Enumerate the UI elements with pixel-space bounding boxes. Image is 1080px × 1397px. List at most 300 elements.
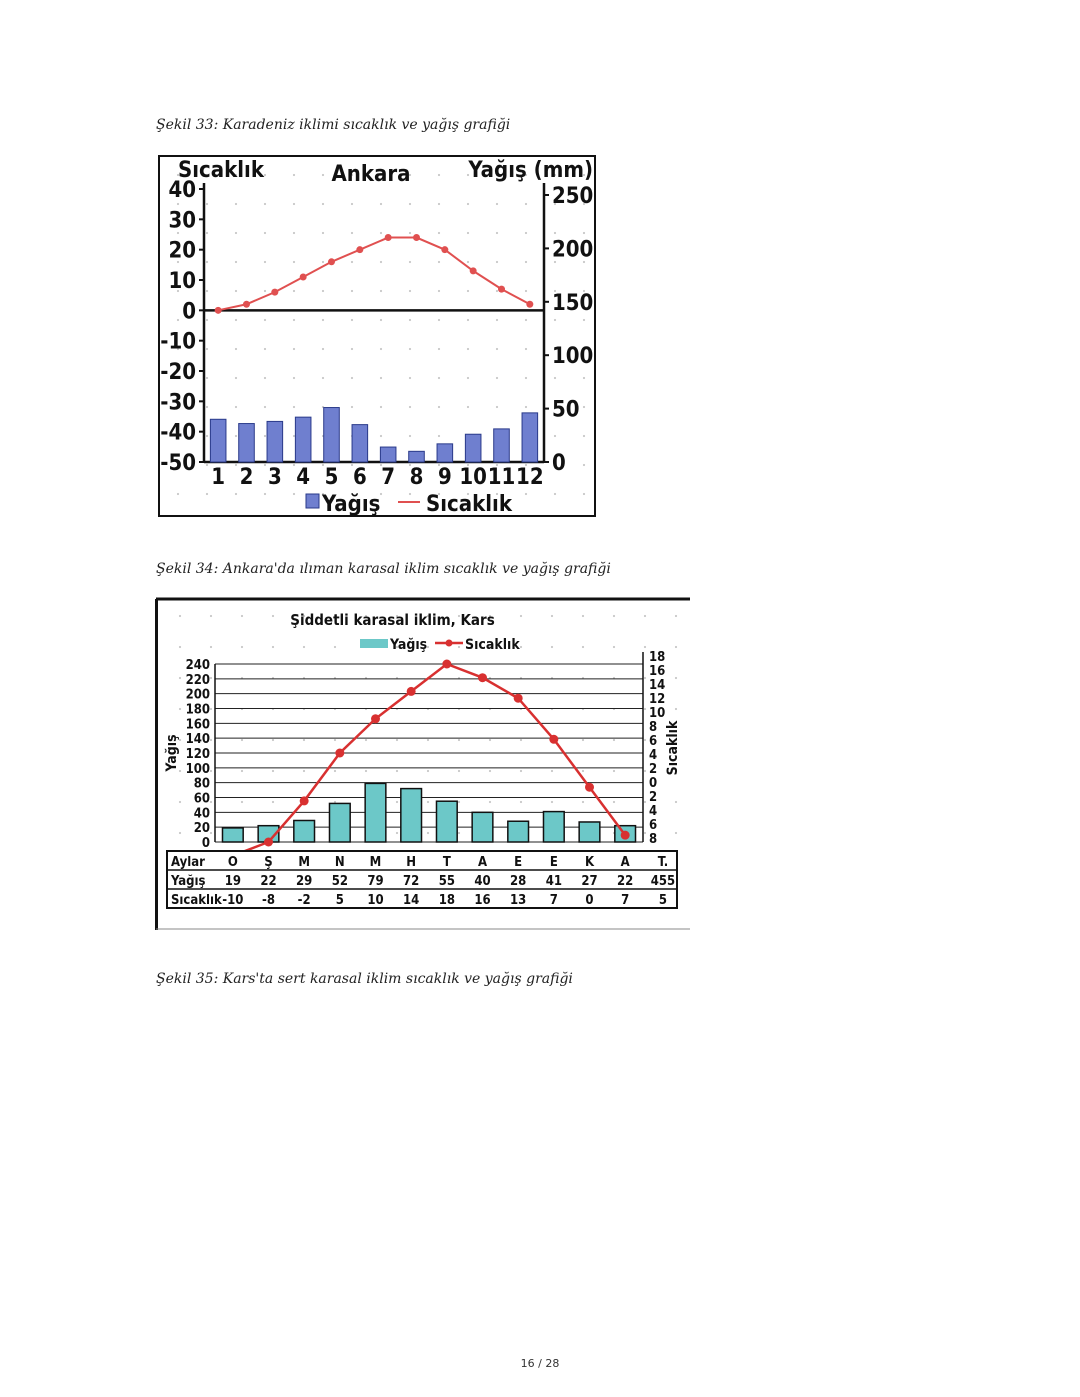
grid-dot	[351, 261, 353, 263]
precip-bar	[508, 821, 529, 842]
grid-dot	[496, 290, 498, 292]
table-cell: 72	[403, 874, 420, 889]
grid-dot	[554, 319, 556, 321]
grid-dot	[409, 493, 411, 495]
grid-dot	[235, 464, 237, 466]
temp-point	[585, 783, 594, 792]
figure-33-caption: Şekil 33: Karadeniz iklimi sıcaklık ve yağış grafiği	[156, 117, 511, 133]
grid-dot	[322, 377, 324, 379]
grid-dot	[467, 261, 469, 263]
grid-dot	[235, 493, 237, 495]
grid-dot	[409, 203, 411, 205]
table-cell: 14	[403, 893, 420, 908]
grid-dot	[293, 493, 295, 495]
grid-dot	[520, 770, 522, 772]
temp-tick-label: -30	[160, 390, 196, 416]
table-header-cell: Aylar	[171, 855, 205, 870]
precip-bar	[579, 822, 600, 842]
month-label: 1	[211, 465, 226, 490]
grid-dot	[467, 319, 469, 321]
grid-dot	[427, 739, 429, 741]
precip-bar	[365, 783, 386, 842]
grid-dot	[235, 435, 237, 437]
grid-dot	[210, 770, 212, 772]
y-axis-left-title: Sıcaklık	[178, 158, 264, 183]
grid-dot	[235, 319, 237, 321]
grid-dot	[235, 348, 237, 350]
grid-dot	[409, 348, 411, 350]
grid-dot	[644, 770, 646, 772]
precip-tick-label: 0	[201, 836, 210, 851]
temp-tick-label: -20	[160, 360, 196, 385]
temp-point	[621, 831, 630, 840]
month-label: 9	[437, 465, 452, 490]
legend-temp-marker	[446, 640, 453, 647]
grid-dot	[438, 406, 440, 408]
grid-dot	[322, 203, 324, 205]
grid-dot	[644, 677, 646, 679]
grid-dot	[583, 319, 585, 321]
grid-dot	[264, 377, 266, 379]
temp-point-12	[526, 301, 533, 308]
grid-dot	[351, 290, 353, 292]
grid-dot	[272, 646, 274, 648]
grid-dot	[409, 319, 411, 321]
grid-dot	[409, 232, 411, 234]
grid-dot	[525, 232, 527, 234]
figure-35-caption: Şekil 35: Kars'ta sert karasal iklim sıcaklık ve yağış grafiği	[156, 971, 573, 987]
month-label: 8	[409, 465, 424, 490]
temp-tick-label: -40	[160, 420, 196, 446]
precip-bar-6	[352, 425, 368, 462]
month-label: 6	[352, 465, 367, 490]
temp-point-7	[385, 234, 392, 241]
grid-dot	[675, 832, 677, 834]
table-cell: 22	[260, 874, 277, 889]
grid-dot	[380, 290, 382, 292]
grid-dot	[334, 646, 336, 648]
table-header-cell: M	[298, 855, 310, 870]
grid-dot	[582, 801, 584, 803]
precip-bar	[472, 812, 493, 842]
month-label: 11	[487, 465, 516, 490]
grid-dot	[380, 406, 382, 408]
table-cell: 22	[617, 874, 634, 889]
grid-dot	[525, 203, 527, 205]
y-axis-right-title: Sıcaklık	[665, 720, 681, 776]
temp-tick-label: 16	[649, 664, 666, 679]
grid-dot	[235, 203, 237, 205]
precip-bar	[294, 820, 315, 842]
grid-dot	[467, 377, 469, 379]
grid-dot	[272, 615, 274, 617]
table-header-cell: E	[549, 855, 558, 870]
grid-dot	[235, 261, 237, 263]
table-cell: 13	[510, 893, 527, 908]
grid-dot	[380, 377, 382, 379]
temp-point-3	[271, 289, 278, 296]
table-cell: Sıcaklık	[171, 893, 222, 908]
grid-dot	[554, 435, 556, 437]
temp-point	[335, 749, 344, 758]
grid-dot	[525, 377, 527, 379]
precip-bar-9	[437, 444, 453, 462]
table-cell: 40	[474, 874, 491, 889]
grid-dot	[206, 261, 208, 263]
grid-dot	[365, 739, 367, 741]
grid-dot	[303, 646, 305, 648]
temp-tick-label: -10	[160, 329, 196, 355]
grid-dot	[409, 406, 411, 408]
rain-tick-label: 150	[552, 290, 594, 316]
grid-dot	[206, 406, 208, 408]
grid-dot	[496, 377, 498, 379]
grid-dot	[675, 677, 677, 679]
grid-dot	[272, 801, 274, 803]
grid-dot	[179, 646, 181, 648]
grid-dot	[380, 203, 382, 205]
precip-tick-label: 120	[185, 747, 210, 762]
legend-precip-label: Yağış	[390, 637, 428, 653]
precip-tick-label: 20	[193, 821, 210, 837]
temp-point	[264, 838, 273, 847]
grid-dot	[380, 348, 382, 350]
grid-dot	[583, 435, 585, 437]
grid-dot	[427, 646, 429, 648]
temp-tick-label: 4	[649, 748, 658, 763]
grid-dot	[334, 739, 336, 741]
grid-dot	[644, 801, 646, 803]
table-cell: 27	[581, 874, 598, 889]
grid-dot	[458, 832, 460, 834]
page-number: 16 / 28	[520, 1357, 560, 1370]
grid-dot	[644, 832, 646, 834]
ankara-chart-svg	[158, 155, 596, 517]
precip-bar	[329, 803, 350, 842]
grid-dot	[322, 232, 324, 234]
table-header-cell: M	[369, 855, 382, 870]
temp-point	[442, 660, 451, 669]
grid-dot	[272, 739, 274, 741]
grid-dot	[675, 646, 677, 648]
grid-dot	[206, 464, 208, 466]
grid-dot	[489, 770, 491, 772]
grid-dot	[210, 615, 212, 617]
precip-bar	[436, 801, 457, 842]
grid-dot	[206, 493, 208, 495]
temp-tick-label: 20	[168, 238, 196, 264]
table-cell: -10	[222, 893, 244, 908]
temp-tick-label: 14	[649, 678, 666, 693]
grid-dot	[179, 801, 181, 803]
temp-tick-label: 10	[649, 706, 666, 721]
temp-point-10	[470, 267, 477, 274]
grid-dot	[380, 319, 382, 321]
grid-dot	[264, 319, 266, 321]
table-cell: 5	[335, 893, 344, 908]
grid-dot	[293, 348, 295, 350]
temp-tick-label: 6	[649, 818, 658, 833]
temp-tick-label: 12	[649, 692, 666, 707]
temp-point	[478, 673, 487, 682]
table-cell: 16	[474, 893, 491, 908]
grid-dot	[458, 770, 460, 772]
temp-point-9	[441, 246, 448, 253]
grid-dot	[264, 493, 266, 495]
precip-tick-label: 180	[185, 702, 210, 718]
grid-dot	[396, 801, 398, 803]
grid-dot	[177, 319, 179, 321]
table-cell: 7	[549, 893, 558, 908]
precip-tick-label: 200	[185, 687, 210, 703]
grid-dot	[241, 646, 243, 648]
precip-bar-8	[409, 451, 425, 462]
grid-dot	[241, 770, 243, 772]
grid-dot	[293, 377, 295, 379]
grid-dot	[179, 615, 181, 617]
grid-dot	[210, 739, 212, 741]
grid-dot	[365, 770, 367, 772]
temp-tick-label: 0	[649, 776, 658, 791]
table-cell: 55	[438, 874, 455, 889]
grid-dot	[438, 435, 440, 437]
precip-tick-label: 240	[185, 658, 210, 673]
grid-dot	[303, 739, 305, 741]
grid-dot	[293, 319, 295, 321]
grid-dot	[467, 232, 469, 234]
temp-tick-label: 40	[168, 178, 196, 203]
grid-dot	[582, 615, 584, 617]
grid-dot	[396, 832, 398, 834]
grid-dot	[396, 770, 398, 772]
grid-dot	[554, 493, 556, 495]
temp-point-6	[356, 246, 363, 253]
temp-point	[407, 687, 416, 696]
grid-dot	[380, 435, 382, 437]
grid-dot	[177, 203, 179, 205]
temp-tick-label: 30	[168, 208, 196, 234]
temp-tick-label: 8	[649, 832, 658, 847]
grid-dot	[554, 377, 556, 379]
precip-tick-label: 220	[185, 672, 210, 688]
temp-point-4	[300, 273, 307, 280]
grid-dot	[264, 435, 266, 437]
grid-dot	[467, 290, 469, 292]
grid-dot	[583, 464, 585, 466]
table-cell: 5	[658, 893, 668, 908]
grid-dot	[206, 319, 208, 321]
temp-tick-label: 2	[649, 790, 658, 805]
grid-dot	[351, 348, 353, 350]
grid-dot	[613, 646, 615, 648]
legend-temp-label: Sıcaklık	[465, 637, 520, 653]
grid-dot	[179, 832, 181, 834]
grid-dot	[351, 377, 353, 379]
temp-point-2	[243, 301, 250, 308]
table-header-cell: H	[406, 855, 417, 870]
temp-tick-label: 4	[649, 804, 658, 819]
table-header-cell: A	[620, 855, 630, 870]
precip-bar-11	[494, 429, 510, 462]
grid-dot	[293, 406, 295, 408]
grid-dot	[303, 770, 305, 772]
table-cell: -2	[297, 893, 311, 908]
grid-dot	[489, 739, 491, 741]
grid-dot	[438, 261, 440, 263]
grid-dot	[613, 739, 615, 741]
temp-point-5	[328, 258, 335, 265]
precip-bar-12	[522, 413, 538, 462]
precip-bar-2	[239, 424, 255, 462]
table-header-cell: T.	[657, 855, 669, 870]
month-label: 7	[381, 465, 396, 490]
table-cell: 18	[438, 893, 455, 908]
precip-bar-10	[465, 434, 481, 462]
legend-temp-label: Sıcaklık	[426, 492, 512, 517]
grid-dot	[264, 464, 266, 466]
grid-dot	[264, 406, 266, 408]
grid-dot	[438, 203, 440, 205]
temp-tick-label: 0	[182, 299, 196, 325]
grid-dot	[206, 435, 208, 437]
temp-tick-label: 8	[649, 720, 658, 735]
temp-tick-label: -50	[160, 451, 196, 476]
grid-dot	[241, 739, 243, 741]
grid-dot	[179, 708, 181, 710]
grid-dot	[206, 232, 208, 234]
precip-bar-1	[210, 419, 226, 462]
grid-dot	[235, 290, 237, 292]
grid-dot	[582, 739, 584, 741]
grid-dot	[458, 739, 460, 741]
grid-dot	[206, 203, 208, 205]
grid-dot	[322, 290, 324, 292]
y-axis-right-title: Yağış (mm)	[468, 158, 593, 183]
ankara-climate-chart	[158, 155, 596, 517]
grid-dot	[264, 232, 266, 234]
grid-dot	[322, 348, 324, 350]
grid-dot	[458, 646, 460, 648]
grid-dot	[264, 174, 266, 176]
month-label: 2	[239, 465, 254, 490]
table-cell: 28	[510, 874, 527, 889]
table-cell: Yağış	[171, 874, 206, 889]
grid-dot	[351, 319, 353, 321]
grid-dot	[520, 646, 522, 648]
grid-dot	[644, 646, 646, 648]
grid-dot	[264, 348, 266, 350]
grid-dot	[496, 232, 498, 234]
grid-dot	[293, 464, 295, 466]
grid-dot	[264, 261, 266, 263]
table-header-cell: A	[477, 855, 488, 870]
grid-dot	[525, 290, 527, 292]
precip-bar-5	[324, 408, 340, 462]
grid-dot	[210, 832, 212, 834]
table-header-cell: E	[514, 855, 523, 870]
grid-dot	[179, 677, 181, 679]
grid-dot	[551, 615, 553, 617]
table-cell: 79	[367, 874, 384, 889]
temp-tick-label: 18	[649, 650, 666, 665]
grid-dot	[235, 406, 237, 408]
grid-dot	[241, 615, 243, 617]
precip-tick-label: 100	[185, 761, 210, 777]
grid-dot	[380, 261, 382, 263]
grid-dot	[613, 770, 615, 772]
figure-34-caption: Şekil 34: Ankara'da ılıman karasal iklim sıcaklık ve yağış grafiği	[156, 561, 611, 577]
precip-tick-label: 40	[193, 806, 210, 822]
temp-tick-label: 2	[649, 762, 658, 777]
grid-dot	[322, 261, 324, 263]
grid-dot	[496, 406, 498, 408]
grid-dot	[351, 232, 353, 234]
grid-dot	[525, 493, 527, 495]
month-label: 4	[296, 465, 311, 490]
precip-bar-4	[295, 417, 311, 462]
grid-dot	[583, 232, 585, 234]
grid-dot	[554, 232, 556, 234]
table-cell: -8	[262, 893, 275, 908]
grid-dot	[438, 232, 440, 234]
table-cell: 41	[545, 874, 562, 889]
month-label: 3	[267, 465, 282, 490]
grid-dot	[613, 801, 615, 803]
precip-bar	[222, 828, 243, 842]
grid-dot	[293, 290, 295, 292]
rain-tick-label: 100	[552, 344, 594, 370]
grid-dot	[438, 290, 440, 292]
precip-bar-7	[380, 447, 396, 462]
month-label: 5	[324, 465, 339, 490]
precip-bar	[401, 789, 422, 842]
precip-bar-3	[267, 421, 283, 462]
kars-chart-svg	[155, 596, 690, 930]
rain-tick-label: 50	[552, 397, 580, 423]
grid-dot	[496, 319, 498, 321]
temp-point	[371, 714, 380, 723]
month-label: 10	[459, 465, 487, 490]
grid-dot	[264, 203, 266, 205]
temp-point	[514, 694, 523, 703]
grid-dot	[551, 770, 553, 772]
grid-dot	[427, 801, 429, 803]
precip-tick-label: 80	[193, 776, 210, 792]
grid-dot	[438, 377, 440, 379]
grid-dot	[438, 348, 440, 350]
table-cell: 0	[585, 893, 594, 908]
grid-dot	[496, 203, 498, 205]
grid-dot	[235, 377, 237, 379]
precip-tick-label: 60	[193, 791, 210, 807]
grid-dot	[177, 493, 179, 495]
table-header-cell: Ş	[264, 855, 273, 870]
grid-dot	[467, 348, 469, 350]
data-table-frame	[167, 851, 677, 908]
grid-dot	[210, 801, 212, 803]
grid-dot	[272, 770, 274, 772]
rain-tick-label: 0	[552, 451, 566, 476]
legend-precip-label: Yağış	[322, 492, 381, 517]
month-label: 12	[516, 465, 544, 490]
grid-dot	[525, 406, 527, 408]
grid-dot	[206, 377, 208, 379]
grid-dot	[293, 174, 295, 176]
kars-climate-chart	[155, 596, 690, 930]
grid-dot	[409, 261, 411, 263]
grid-dot	[210, 646, 212, 648]
grid-dot	[409, 377, 411, 379]
